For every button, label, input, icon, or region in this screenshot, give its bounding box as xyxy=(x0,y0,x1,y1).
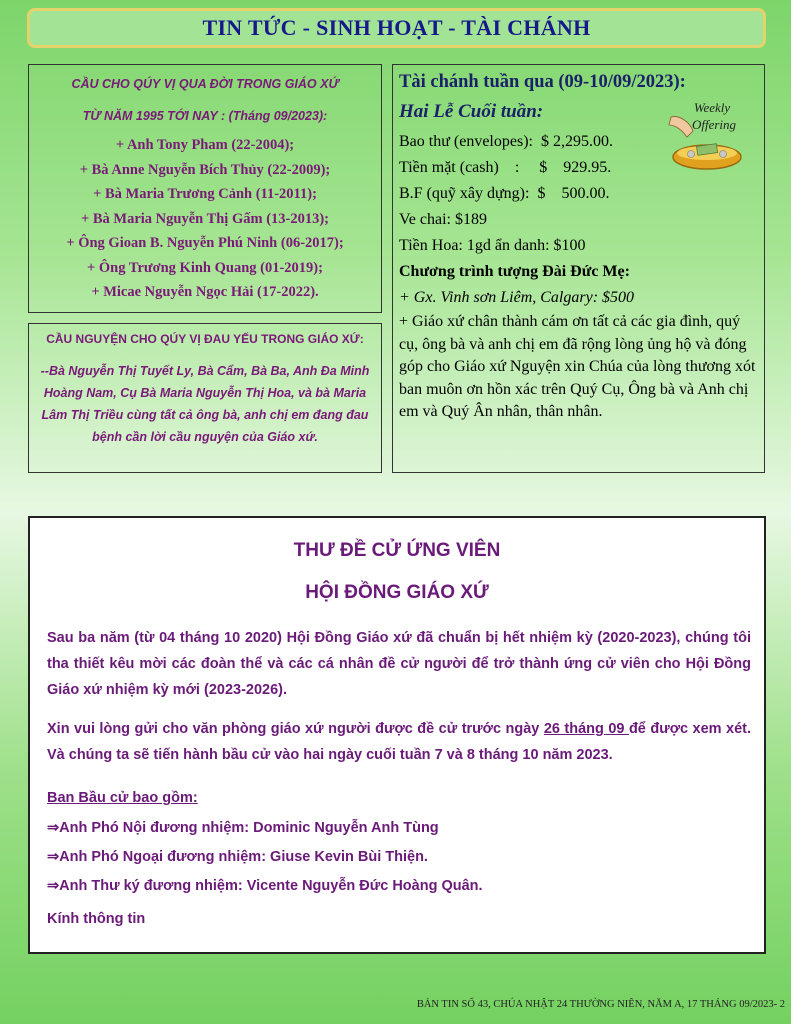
sick-heading: CẦU NGUYỆN CHO QÚY VỊ ĐAU YẾU TRONG GIÁO XỨ: xyxy=(46,332,364,346)
committee-heading-colon: : xyxy=(192,790,198,806)
finance-row-label: Bao thư (envelopes): xyxy=(399,133,533,150)
tien-hoa-line: Tiền Hoa: 1gd ẩn danh: $100 xyxy=(399,237,586,254)
deceased-subheading: TỪ NĂM 1995 TỚI NAY : (Tháng 09/2023): xyxy=(82,109,328,123)
list-item: + Bà Anne Nguyễn Bích Thủy (22-2009); xyxy=(79,161,331,178)
list-item: ⇒Anh Phó Nội đương nhiệm: Dominic Nguyễn Anh Tùng xyxy=(47,820,439,836)
finance-row-amount: $ 2,295.00. xyxy=(532,133,613,150)
letter-paragraph-2 xyxy=(47,716,751,768)
para2-before: Xin vui lòng gửi cho văn phòng giáo xứ người được đề cử trước ngày xyxy=(47,721,544,737)
letter-subtitle: HỘI ĐỒNG GIÁO XỨ xyxy=(305,582,489,603)
footer-text: BẢN TIN SỐ 43, CHÚA NHẬT 24 THƯỜNG NIÊN, NĂM A, 17 THÁNG 09/2023- 2 xyxy=(416,999,785,1010)
ve-chai-line: Ve chai: $189 xyxy=(399,211,487,228)
finance-row-amount: $ 929.95. xyxy=(519,159,612,176)
list-item: + Ông Trương Kinh Quang (01-2019); xyxy=(87,259,323,276)
list-item: + Micae Nguyễn Ngọc Hải (17-2022). xyxy=(91,284,319,300)
program-heading: Chương trình tượng Đài Đức Mẹ: xyxy=(399,263,630,280)
nomination-letter xyxy=(28,516,766,954)
offering-label-1: Weekly xyxy=(693,100,731,115)
finance-subheading: Hai Lễ Cuối tuần: xyxy=(399,101,544,122)
deceased-list xyxy=(29,133,381,305)
list-item: + Bà Maria Nguyễn Thị Gấm (13-2013); xyxy=(80,210,330,227)
finance-row-label: B.F (quỹ xây dựng): xyxy=(399,185,530,202)
thanks-paragraph: + Giáo xứ chân thành cám ơn tất cả các gia đình, quý cụ, ông bà và anh chị em đã rộng lòng ủng hộ và đóng góp cho Giáo xứ Nguyện xin Chúa của lòng thương xót ban muôn ơn hồn xác trên Quý Cụ, Ông bà và Anh chị em và Quý Ân nhân, thân nhân. xyxy=(399,313,756,420)
closing-text: Kính thông tin xyxy=(47,911,146,927)
list-item: ⇒Anh Thư ký đương nhiệm: Vicente Nguyễn Đức Hoàng Quân. xyxy=(47,878,483,894)
finance-heading: Tài chánh tuần qua (09-10/09/2023): xyxy=(399,72,686,92)
offering-label-2: Offering xyxy=(691,117,737,132)
list-item: + Ông Gioan B. Nguyễn Phú Ninh (06-2017); xyxy=(66,235,344,251)
deceased-prayer-box xyxy=(28,64,382,313)
page-title: TIN TỨC - SINH HOẠT - TÀI CHÁNH xyxy=(202,15,591,40)
deadline-date: 26 tháng 09 xyxy=(543,721,629,737)
list-item: + Anh Tony Pham (22-2004); xyxy=(115,137,295,153)
program-item: + Gx. Vinh sơn Liêm, Calgary: $500 xyxy=(399,289,635,306)
finance-row-label: Tiền mặt (cash) : xyxy=(399,159,520,176)
finance-row xyxy=(399,181,758,207)
list-item: + Bà Maria Trương Cảnh (11-2011); xyxy=(93,186,317,202)
finance-row-amount: $ 500.00. xyxy=(529,185,610,202)
weekly-offering-image xyxy=(667,97,745,179)
header-banner xyxy=(27,8,766,48)
committee-heading xyxy=(47,785,751,811)
letter-title: THƯ ĐỀ CỬ ỨNG VIÊN xyxy=(293,540,501,561)
list-item: ⇒Anh Phó Ngoại đương nhiệm: Giuse Kevin Bùi Thiện. xyxy=(47,849,428,865)
sick-prayer-box xyxy=(28,323,382,473)
sick-body: --Bà Nguyễn Thị Tuyết Ly, Bà Cẩm, Bà Ba, Anh Đa Minh Hoàng Nam, Cụ Bà Maria Nguyễn Thị Hoa, và bà Maria Lâm Thị Triều cùng tất cả ông bà, anh chị em đang đau bệnh cần lời cầu nguyện của Giáo xứ. xyxy=(40,364,370,444)
para2-after: để được xem xét. Và chúng ta sẽ tiến hành bầu cử vào hai ngày cuối tuần 7 và 8 tháng 10 năm 2023. xyxy=(47,721,752,763)
letter-paragraph-1: Sau ba năm (từ 04 tháng 10 2020) Hội Đồng Giáo xứ đã chuẩn bị hết nhiệm kỳ (2020-2023), chúng tôi tha thiết kêu mời các đoàn thể và các cá nhân đề cử người để trở thành ứng cử viên cho Hội Đồng Giáo xứ nhiệm kỳ mới (2023-2026). xyxy=(47,630,751,698)
deceased-heading: CẦU CHO QÚY VỊ QUA ĐỜI TRONG GIÁO XỨ xyxy=(71,77,339,91)
committee-heading-text: Ban Bầu cử bao gồm xyxy=(47,790,193,806)
